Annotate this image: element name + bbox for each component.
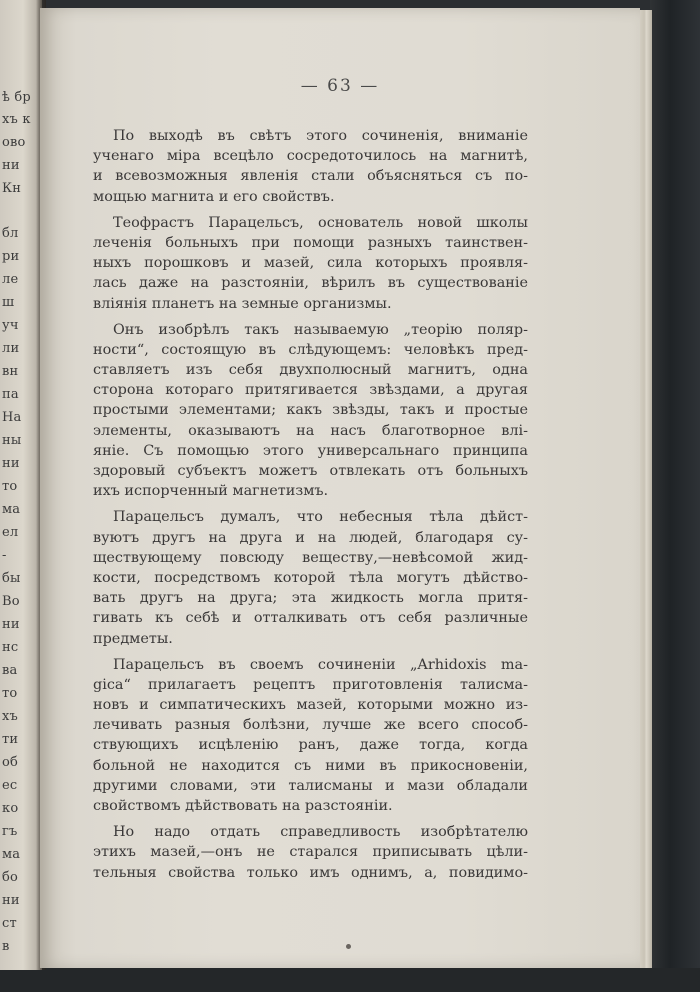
paragraph: [93, 507, 528, 648]
left-page-fragment: ш: [2, 295, 15, 310]
text-line: мощью магнита и его свойствъ.: [93, 188, 335, 205]
paragraph: [93, 655, 528, 817]
text-line: вуютъ другъ на друга и на людей, благодаря су-: [93, 529, 528, 546]
paragraph: [93, 320, 528, 502]
text-line: ности“, состоящую въ слѣдующемъ: человѣкъ пред-: [93, 341, 528, 358]
text-line: вліянія планетъ на земные организмы.: [93, 295, 392, 312]
left-page-fragment: ри: [2, 249, 20, 264]
text-line: больной не находится съ ними въ прикосновеніи,: [93, 757, 528, 774]
text-line: простыми элементами; какъ звѣзды, такъ и простые: [93, 402, 528, 419]
left-page-fragment: па: [2, 387, 19, 402]
left-page-fragment: Кн: [2, 181, 22, 196]
left-page-fragment: ма: [2, 502, 21, 517]
left-page-fragment: ни: [2, 893, 20, 908]
text-line: Но надо отдать справедливость изобрѣтателю: [113, 824, 528, 841]
text-line: здоровый субъектъ можетъ отвлекать отъ больныхъ: [93, 463, 528, 479]
left-page-fragment: -: [2, 548, 7, 563]
text-line: вать другъ на друга; эта жидкость могла притя-: [93, 590, 528, 607]
text-line: Парацельсъ въ своемъ сочиненіи „Arhidoxis ma-: [113, 656, 528, 673]
text-line: и всевозможныя явленія стали объясняться съ по-: [93, 168, 528, 185]
left-page-fragment: ст: [2, 916, 17, 931]
left-page-fragment: Во: [2, 594, 20, 609]
text-line: лась даже на разстояніи, вѣрилъ въ существованіе: [93, 275, 528, 292]
left-page-fragment: ма: [2, 847, 21, 862]
paragraph: [93, 126, 528, 207]
left-page-fragment: На: [2, 410, 22, 425]
text-line: предметы.: [93, 630, 173, 647]
left-page-fragment: ни: [2, 617, 20, 632]
text-line: другими словами, эти талисманы и мази обладали: [93, 777, 528, 794]
left-page-fragment: об: [2, 755, 19, 770]
left-page-fragment: ле: [2, 272, 19, 287]
left-page-fragment: хъ к: [2, 112, 31, 127]
text-line: ученаго міра всецѣло сосредоточилось на магнитѣ,: [93, 148, 528, 165]
dark-backdrop-bottom: [0, 968, 700, 992]
text-line: элементы, оказываютъ на насъ благотворное влі-: [93, 422, 528, 439]
text-line: ихъ испорченный магнетизмъ.: [93, 483, 329, 500]
left-page-fragment: уч: [2, 318, 19, 333]
left-page-fragment: в: [2, 939, 10, 954]
left-page-fragment: то: [2, 479, 18, 494]
left-page-fragment: ни: [2, 456, 20, 471]
paper-spot: [346, 944, 351, 949]
left-page-fragment: вн: [2, 364, 19, 379]
left-page-fragment: хъ: [2, 709, 19, 724]
text-line: кости, посредствомъ которой тѣла могутъ дѣйство-: [93, 569, 528, 586]
text-line: свойствомъ дѣйствовать на разстояніи.: [93, 798, 393, 814]
left-page-fragment: бл: [2, 226, 19, 241]
book-page: [40, 8, 640, 968]
left-page-fragment: то: [2, 686, 18, 701]
paragraph: [93, 213, 528, 314]
left-page-fragment: ти: [2, 732, 19, 747]
text-line: ныхъ порошковъ и мазей, сила которыхъ проявля-: [93, 255, 528, 272]
left-page-fragment: ес: [2, 778, 18, 793]
left-page-fragment: ни: [2, 158, 20, 173]
left-page-fragment: ел: [2, 525, 19, 540]
text-line: сторона котораго притягивается звѣздами, а другая: [93, 382, 528, 399]
text-line: яніе. Съ помощью этого универсальнаго принципа: [93, 442, 528, 459]
text-line: gica“ прилагаетъ рецептъ приготовленія талисма-: [93, 676, 528, 693]
left-page-fragment: ѣ бр: [2, 90, 31, 105]
left-page-fragment: нс: [2, 640, 19, 655]
text-line: Онъ изобрѣлъ такъ называемую „теорію поляр-: [113, 321, 528, 338]
left-page-fragment: ва: [2, 663, 18, 678]
left-page-fragment: бы: [2, 571, 21, 586]
text-line: ствующихъ исцѣленію ранъ, даже тогда, когда: [93, 737, 528, 754]
text-line: гивать къ себѣ и отталкивать отъ себя различные: [93, 610, 528, 627]
text-line: новъ и симпатическихъ мазей, которыми можно из-: [93, 697, 528, 714]
text-line: лечивать разныя болѣзни, лучше же всего способ-: [93, 717, 528, 734]
text-line: леченія больныхъ при помощи разныхъ таинствен-: [93, 234, 528, 251]
text-line: тельныя свойства только имъ однимъ, а, повидимо-: [93, 864, 528, 881]
text-line: ществующему повсюду веществу,—невѣсомой жид-: [93, 549, 528, 566]
left-page-fragment: гъ: [2, 824, 18, 839]
text-line: этихъ мазей,—онъ не старался приписывать цѣли-: [93, 844, 528, 861]
left-page-fragment: ли: [2, 341, 20, 356]
text-line: Парацельсъ думалъ, что небесныя тѣла дѣйст-: [113, 509, 528, 526]
dark-backdrop-right: [650, 0, 700, 992]
page-number: — 63 —: [300, 76, 380, 96]
left-page-fragment: ны: [2, 433, 22, 448]
body-text: [93, 126, 528, 889]
left-page-fragment: ово: [2, 135, 26, 150]
paragraph: [93, 822, 528, 883]
left-page-fragment: бо: [2, 870, 19, 885]
text-line: ставляетъ изъ себя двухполюсный магнитъ, одна: [93, 362, 528, 379]
text-line: Теофрастъ Парацельсъ, основатель новой школы: [113, 214, 528, 231]
left-page-fragment: ко: [2, 801, 19, 816]
text-line: По выходѣ въ свѣтъ этого сочиненія, вниманіе: [113, 128, 528, 144]
